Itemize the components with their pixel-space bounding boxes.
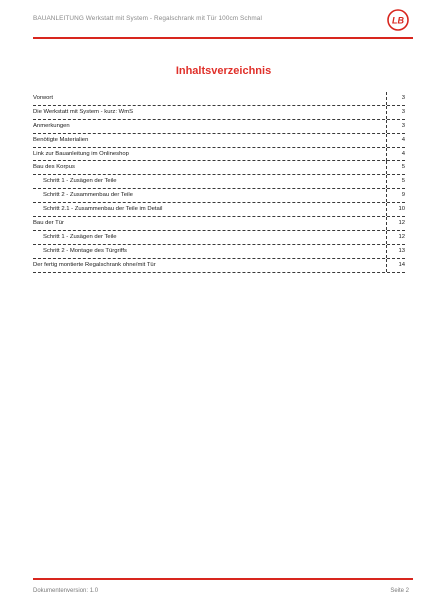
- toc-entry[interactable]: [33, 189, 405, 203]
- toc-entry-label: Vorwort: [33, 95, 53, 101]
- toc-entry-label: Anmerkungen: [33, 122, 70, 129]
- toc-entry-label: Schritt 2 - Montage des Türgriffs: [43, 247, 127, 254]
- toc-entry-page: 9: [386, 189, 405, 202]
- toc-entry-page: 10: [386, 203, 405, 216]
- toc-entry-page: 3: [386, 120, 405, 133]
- toc-entry-page: 12: [386, 231, 405, 244]
- toc-entry[interactable]: [33, 120, 405, 134]
- toc-entry-label: Schritt 2.1 - Zusammenbau der Teile im Detail: [43, 206, 163, 213]
- toc-entry[interactable]: [33, 92, 405, 106]
- toc-entry-label: Schritt 1 - Zusägen der Teile: [43, 233, 117, 240]
- toc-entry-page: 4: [386, 148, 405, 161]
- toc-entry[interactable]: [33, 259, 405, 273]
- toc-entry-label: Schritt 2 - Zusammenbau der Teile: [43, 192, 133, 199]
- toc-entry[interactable]: [33, 203, 405, 217]
- page-header: [0, 0, 447, 44]
- toc-entry[interactable]: [33, 245, 405, 259]
- header-title: BAUANLEITUNG Werkstatt mit System - Regalschrank mit Tür 100cm Schmal: [33, 15, 262, 22]
- toc-entry[interactable]: [33, 175, 405, 189]
- toc-entry[interactable]: [33, 231, 405, 245]
- toc-entry[interactable]: [33, 134, 405, 148]
- toc-entry-label: Bau des Korpus: [33, 164, 75, 171]
- toc-entry-page: 3: [386, 92, 405, 105]
- page-number: Seite 2: [390, 588, 409, 594]
- header-divider: [33, 37, 413, 39]
- toc-entry-page: 14: [386, 259, 405, 272]
- toc-entry-page: 3: [386, 106, 405, 119]
- table-of-contents: [33, 92, 405, 273]
- brand-logo: [387, 9, 409, 31]
- toc-entry[interactable]: [33, 148, 405, 162]
- toc-entry[interactable]: [33, 217, 405, 231]
- toc-entry-page: 13: [386, 245, 405, 258]
- toc-entry-page: 5: [386, 175, 405, 188]
- toc-entry-label: Link zur Bauanleitung im Onlineshop: [33, 150, 129, 157]
- toc-entry[interactable]: [33, 106, 405, 120]
- toc-title: Inhaltsverzeichnis: [175, 65, 272, 77]
- toc-entry-label: Bau der Tür: [33, 220, 64, 227]
- footer-divider: [33, 578, 413, 580]
- svg-text:LB: LB: [392, 15, 404, 26]
- document-version: Dokumentenversion: 1.0: [33, 588, 99, 594]
- toc-entry-page: 5: [386, 161, 405, 174]
- toc-entry-label: Der fertig montierte Regalschrank ohne/mit Tür: [33, 261, 156, 268]
- toc-entry-page: 4: [386, 134, 405, 147]
- toc-entry[interactable]: [33, 161, 405, 175]
- toc-entry-label: Schritt 1 - Zusägen der Teile: [43, 178, 117, 185]
- toc-entry-label: Benötigte Materialien: [33, 136, 89, 143]
- toc-entry-page: 12: [386, 217, 405, 230]
- toc-entry-label: Die Werkstatt mit System - kurz: WmS: [33, 108, 134, 115]
